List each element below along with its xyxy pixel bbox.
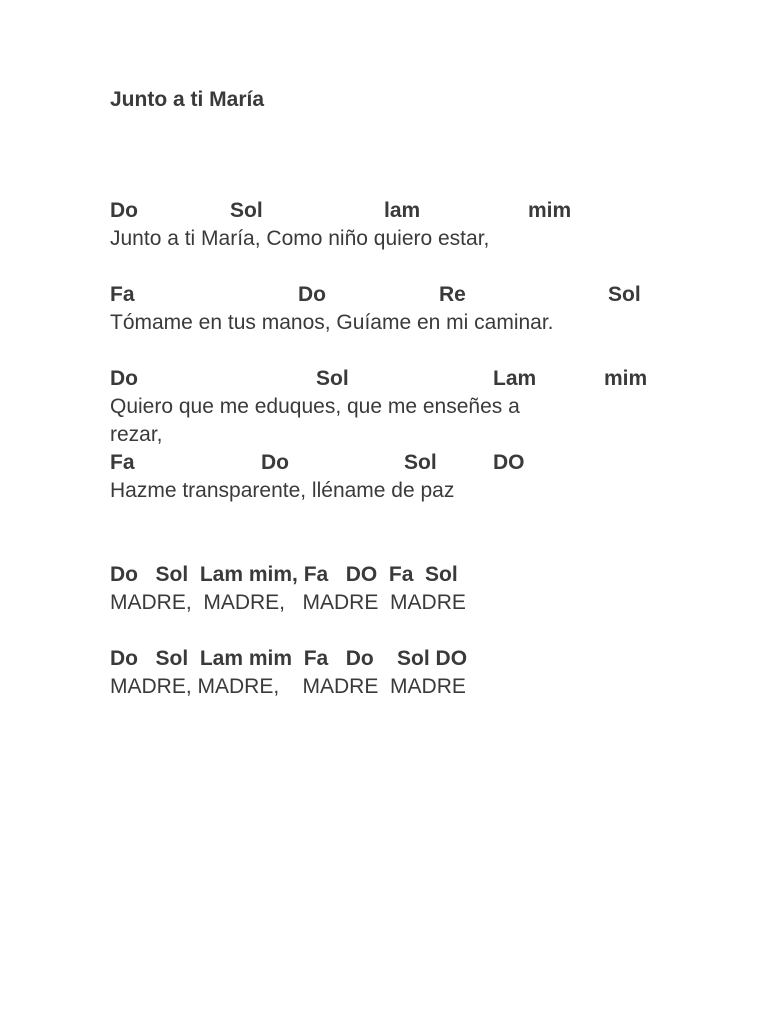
chord: lam	[384, 199, 421, 222]
chord: Fa	[110, 283, 135, 306]
chord: Lam	[493, 367, 537, 390]
chord: Fa	[110, 451, 135, 474]
lyric-line: Hazme transparente, lléname de paz	[110, 479, 455, 502]
lyric-line: Tómame en tus manos, Guíame en mi caminar.	[110, 311, 554, 334]
chord: Do	[110, 367, 138, 390]
chorus-chord-line-1: Do Sol Lam mim, Fa DO Fa Sol	[110, 563, 458, 586]
chord: Sol	[608, 283, 641, 306]
chorus-chord-line-2: Do Sol Lam mim Fa Do Sol DO	[110, 647, 468, 670]
chord: Re	[439, 283, 466, 306]
chord-line-4	[110, 451, 540, 479]
chord: Do	[110, 199, 138, 222]
chorus-lyric-line-2: MADRE, MADRE, MADRE MADRE	[110, 675, 466, 698]
chord: mim	[528, 199, 572, 222]
lyric-line: rezar,	[110, 423, 163, 446]
song-title: Junto a ti María	[110, 88, 265, 111]
chord: Do	[298, 283, 326, 306]
chord: Do	[261, 451, 289, 474]
chord: mim	[604, 367, 648, 390]
chord: Sol	[316, 367, 349, 390]
chorus-lyric-line-1: MADRE, MADRE, MADRE MADRE	[110, 591, 466, 614]
chord-line-2	[110, 283, 656, 311]
chord-line-1	[110, 199, 590, 227]
chord: Sol	[230, 199, 263, 222]
lyric-line: Quiero que me eduques, que me enseñes a	[110, 395, 520, 418]
chord: DO	[493, 451, 525, 474]
chord-line-3	[110, 367, 658, 395]
lyric-line: Junto a ti María, Como niño quiero estar,	[110, 227, 490, 250]
chord: Sol	[404, 451, 437, 474]
